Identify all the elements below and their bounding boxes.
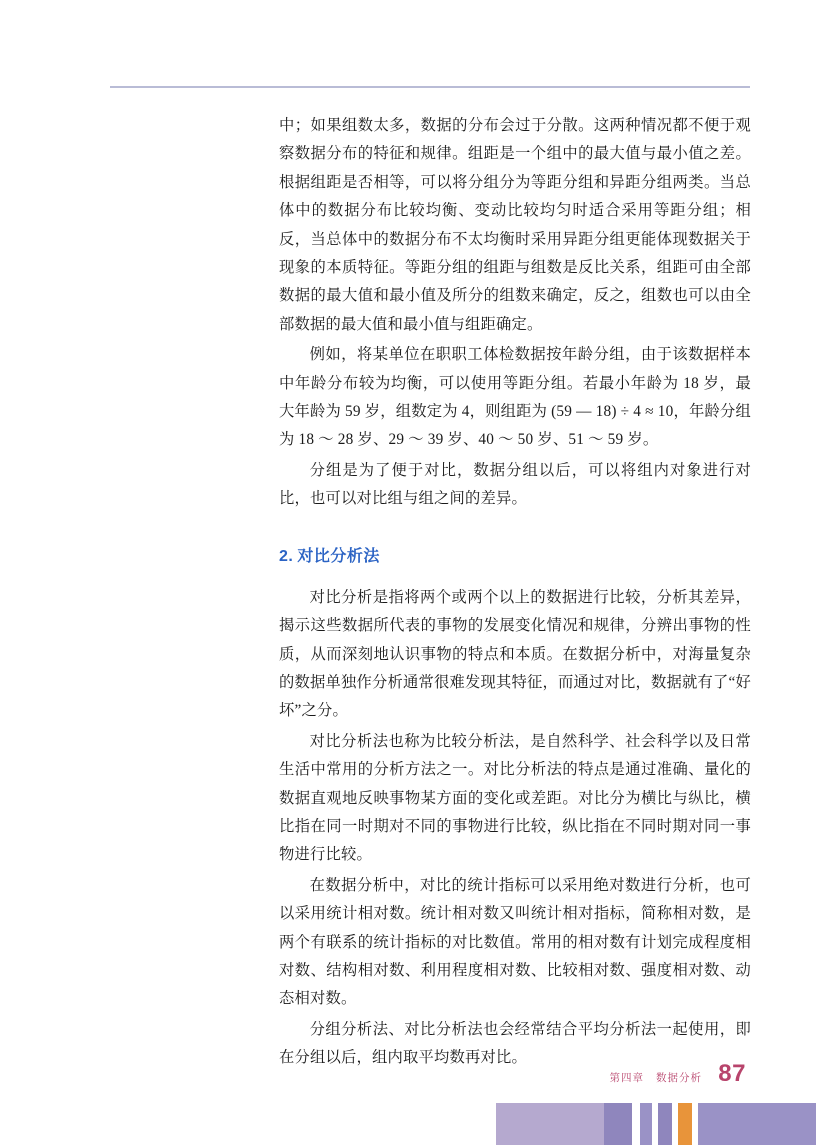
- decoration-bar: [640, 1103, 652, 1145]
- section-paragraph-3: 在数据分析中，对比的统计指标可以采用绝对数进行分析，也可以采用统计相对数。统计相对数又叫统计相对指标，简称相对数，是两个有联系的统计指标的对比数值。常用的相对数有计划完成程度相对数、结构相对数、利用程度相对数、比较相对数、强度相对数、动态相对数。: [279, 876, 751, 1008]
- footer-section: 数据分析: [656, 1072, 702, 1084]
- paragraph-3: 分组是为了便于对比，数据分组以后，可以将组内对象进行对比，也可以对比组与组之间的差异。: [279, 461, 751, 508]
- footer-decoration-bars: [496, 1103, 816, 1145]
- decoration-bar: [678, 1103, 692, 1145]
- section-number: 2.: [279, 547, 294, 565]
- paragraph-1: 中；如果组数太多，数据的分布会过于分散。这两种情况都不便于观察数据分布的特征和规律。组距是一个组中的最大值与最小值之差。根据组距是否相等，可以将分组分为等距分组和异距分组两类。当总体中的数据分布比较均衡、变动比较均匀时适合采用等距分组；相反，当总体中的数据分布不太均衡时采用异距分组更能体现数据关于现象的本质特征。等距分组的组距与组数是反比关系，组距可由全部数据的最大值和最小值及所分的组数来确定，反之，组数也可以由全部数据的最大值和最小值与组距确定。: [279, 117, 751, 333]
- decoration-bar: [496, 1103, 604, 1145]
- section-paragraph-1: 对比分析是指将两个或两个以上的数据进行比较，分析其差异，揭示这些数据所代表的事物的发展变化情况和规律，分辨出事物的性质，从而深刻地认识事物的特点和本质。在数据分析中，对海量复杂的数据单独作分析通常很难发现其特征，而通过对比，数据就有了“好坏”之分。: [279, 588, 751, 720]
- decoration-bar: [698, 1103, 816, 1145]
- paragraph-2: 例如，将某单位在职职工体检数据按年龄分组，由于该数据样本中年龄分布较为均衡，可以使用等距分组。若最小年龄为 18 岁，最大年龄为 59 岁，组数定为 4，则组距为 (59 — 18) ÷ 4 ≈ 10，年龄分组为 18 ～ 28 岁、29 ～ 39 岁、40 ～ 50 岁、51 ～ 59 岁。: [279, 346, 751, 449]
- page-content: [279, 112, 751, 1075]
- page-number: 87: [718, 1060, 746, 1087]
- section-title: 对比分析法: [297, 547, 380, 565]
- section-heading: [279, 543, 751, 566]
- decoration-bar: [658, 1103, 672, 1145]
- footer-chapter-label: [610, 1070, 703, 1085]
- header-rule: [110, 86, 750, 88]
- footer-chapter: 第四章: [609, 1072, 644, 1084]
- section-paragraph-4: 分组分析法、对比分析法也会经常结合平均分析法一起使用，即在分组以后，组内取平均数再对比。: [279, 1020, 751, 1067]
- decoration-bar: [632, 1103, 640, 1145]
- decoration-bar: [604, 1103, 632, 1145]
- page-footer: [0, 1060, 816, 1100]
- section-paragraph-2: 对比分析法也称为比较分析法，是自然科学、社会科学以及日常生活中常用的分析方法之一。对比分析法的特点是通过准确、量化的数据直观地反映事物某方面的变化或差距。对比分为横比与纵比，横比指在同一时期对不同的事物进行比较，纵比指在不同时期对同一事物进行比较。: [279, 732, 751, 864]
